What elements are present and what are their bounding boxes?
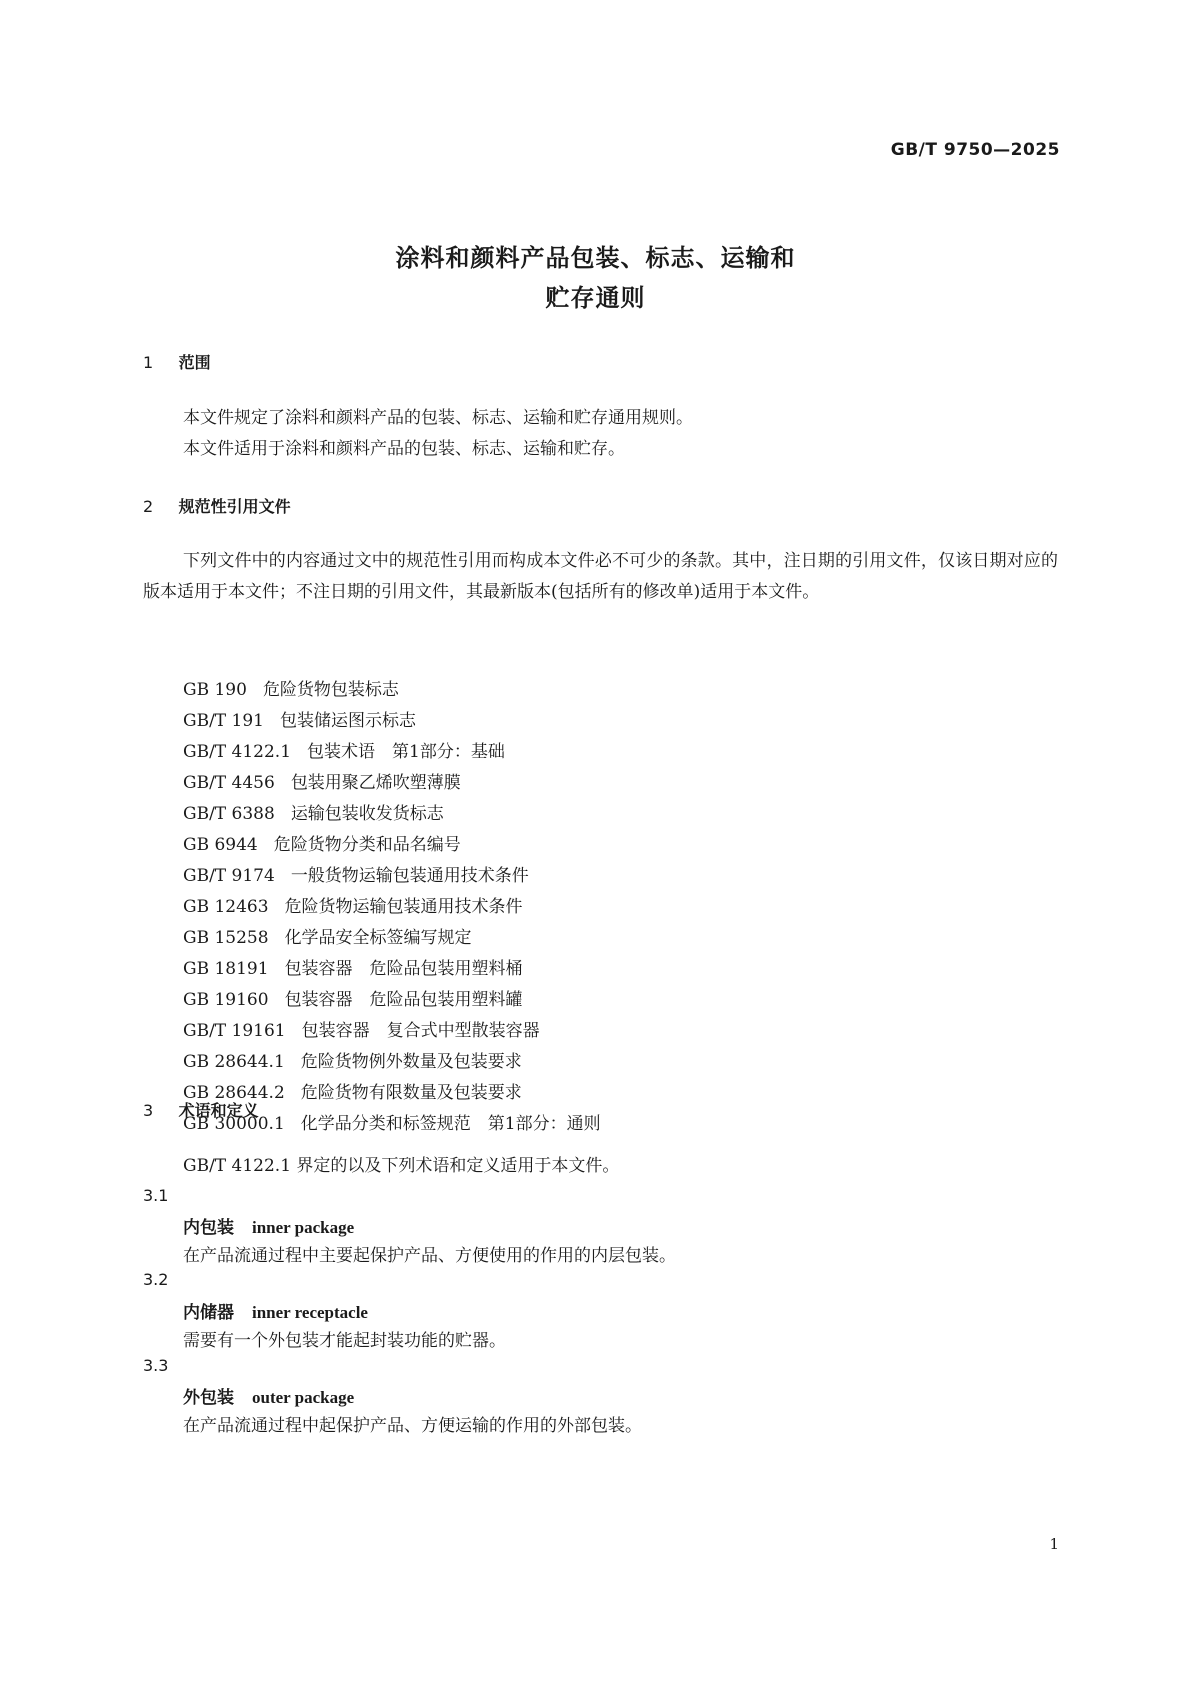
reference-code: GB 28644.2 [183, 1083, 285, 1103]
paragraph: 本文件规定了涂料和颜料产品的包装、标志、运输和贮存通用规则。 [183, 408, 693, 428]
section-title: 术语和定义 [178, 1101, 259, 1120]
reference-title: 危险货物分类和品名编号 [273, 835, 461, 855]
title-line-2: 贮存通则 [545, 284, 646, 312]
reference-code: GB 28644.1 [183, 1052, 285, 1072]
term-name [183, 1383, 354, 1408]
reference-title: 运输包装收发货标志 [290, 804, 444, 824]
reference-item [183, 768, 601, 799]
term-name [183, 1298, 368, 1323]
reference-code: GB/T 4122.1 [183, 742, 292, 762]
section-3-intro [143, 1151, 1058, 1182]
term-name [183, 1213, 354, 1238]
reference-title: 一般货物运输包装通用技术条件 [290, 866, 529, 886]
reference-code: GB 18191 [183, 959, 269, 979]
reference-item [183, 1016, 601, 1047]
section-title: 范围 [178, 353, 211, 372]
reference-code: GB/T 191 [183, 711, 264, 731]
reference-code: GB 6944 [183, 835, 258, 855]
reference-title: 包装容器 危险品包装用塑料桶 [284, 959, 523, 979]
term-number: 3.3 [143, 1356, 169, 1375]
term-en: inner package [252, 1218, 355, 1237]
paragraph: 本文件适用于涂料和颜料产品的包装、标志、运输和贮存。 [183, 439, 625, 459]
reference-code: GB 30000.1 [183, 1114, 285, 1134]
standard-code: GB/T 9750—2025 [890, 140, 1060, 160]
section-number: 3 [143, 1101, 154, 1120]
term-zh: 外包装 [183, 1388, 234, 1408]
reference-title: 危险货物包装标志 [262, 680, 399, 700]
section-number: 2 [143, 497, 154, 516]
section-2-intro [143, 546, 1058, 608]
reference-title: 包装术语 第1部分：基础 [307, 742, 505, 762]
section-number: 1 [143, 353, 154, 372]
term-definition: 在产品流通过程中起保护产品、方便运输的作用的外部包装。 [183, 1416, 642, 1436]
reference-title: 危险货物运输包装通用技术条件 [284, 897, 523, 917]
reference-code: GB/T 4456 [183, 773, 275, 793]
reference-item [183, 892, 601, 923]
term-en: inner receptacle [252, 1303, 368, 1322]
reference-item [183, 1047, 601, 1078]
reference-title: 包装储运图示标志 [280, 711, 416, 731]
reference-item [183, 985, 601, 1016]
reference-item [183, 830, 601, 861]
reference-code: GB 12463 [183, 897, 269, 917]
reference-item [183, 923, 601, 954]
reference-code: GB 15258 [183, 928, 269, 948]
reference-title: 危险货物例外数量及包装要求 [300, 1052, 522, 1072]
title-line-1: 涂料和颜料产品包装、标志、运输和 [395, 244, 796, 272]
document-title [0, 238, 1191, 318]
page-number: 1 [1049, 1535, 1059, 1553]
reference-item [183, 706, 601, 737]
reference-title: 包装用聚乙烯吹塑薄膜 [290, 773, 461, 793]
reference-code: GB/T 9174 [183, 866, 275, 886]
section-1-heading [143, 350, 211, 373]
reference-item [183, 954, 601, 985]
reference-code: GB 19160 [183, 990, 269, 1010]
reference-item [183, 675, 601, 706]
reference-code: GB/T 6388 [183, 804, 275, 824]
reference-code: GB 190 [183, 680, 247, 700]
reference-title: 包装容器 复合式中型散装容器 [301, 1021, 540, 1041]
term-number: 3.2 [143, 1270, 169, 1289]
term-zh: 内包装 [183, 1218, 234, 1238]
reference-item [183, 861, 601, 892]
term-number: 3.1 [143, 1186, 169, 1205]
paragraph: GB/T 4122.1 界定的以及下列术语和定义适用于本文件。 [183, 1156, 620, 1176]
reference-title: 包装容器 危险品包装用塑料罐 [284, 990, 523, 1010]
reference-title: 化学品分类和标签规范 第1部分：通则 [300, 1114, 601, 1134]
reference-code: GB/T 19161 [183, 1021, 286, 1041]
section-1-body [143, 403, 1058, 465]
section-2-heading [143, 494, 291, 517]
paragraph: 下列文件中的内容通过文中的规范性引用而构成本文件必不可少的条款。其中，注日期的引用文件，仅该日期对应的版本适用于本文件；不注日期的引用文件，其最新版本(包括所有的修改单)适用于本文件。 [143, 551, 1058, 602]
term-definition: 在产品流通过程中主要起保护产品、方便使用的作用的内层包装。 [183, 1246, 676, 1266]
term-zh: 内储器 [183, 1303, 234, 1323]
section-3-heading [143, 1098, 259, 1121]
reference-title: 危险货物有限数量及包装要求 [300, 1083, 522, 1103]
term-en: outer package [252, 1388, 355, 1407]
section-title: 规范性引用文件 [178, 497, 291, 516]
term-definition: 需要有一个外包装才能起封装功能的贮器。 [183, 1331, 506, 1351]
reference-list [183, 675, 601, 1140]
reference-item [183, 799, 601, 830]
reference-title: 化学品安全标签编写规定 [284, 928, 472, 948]
reference-item [183, 737, 601, 768]
